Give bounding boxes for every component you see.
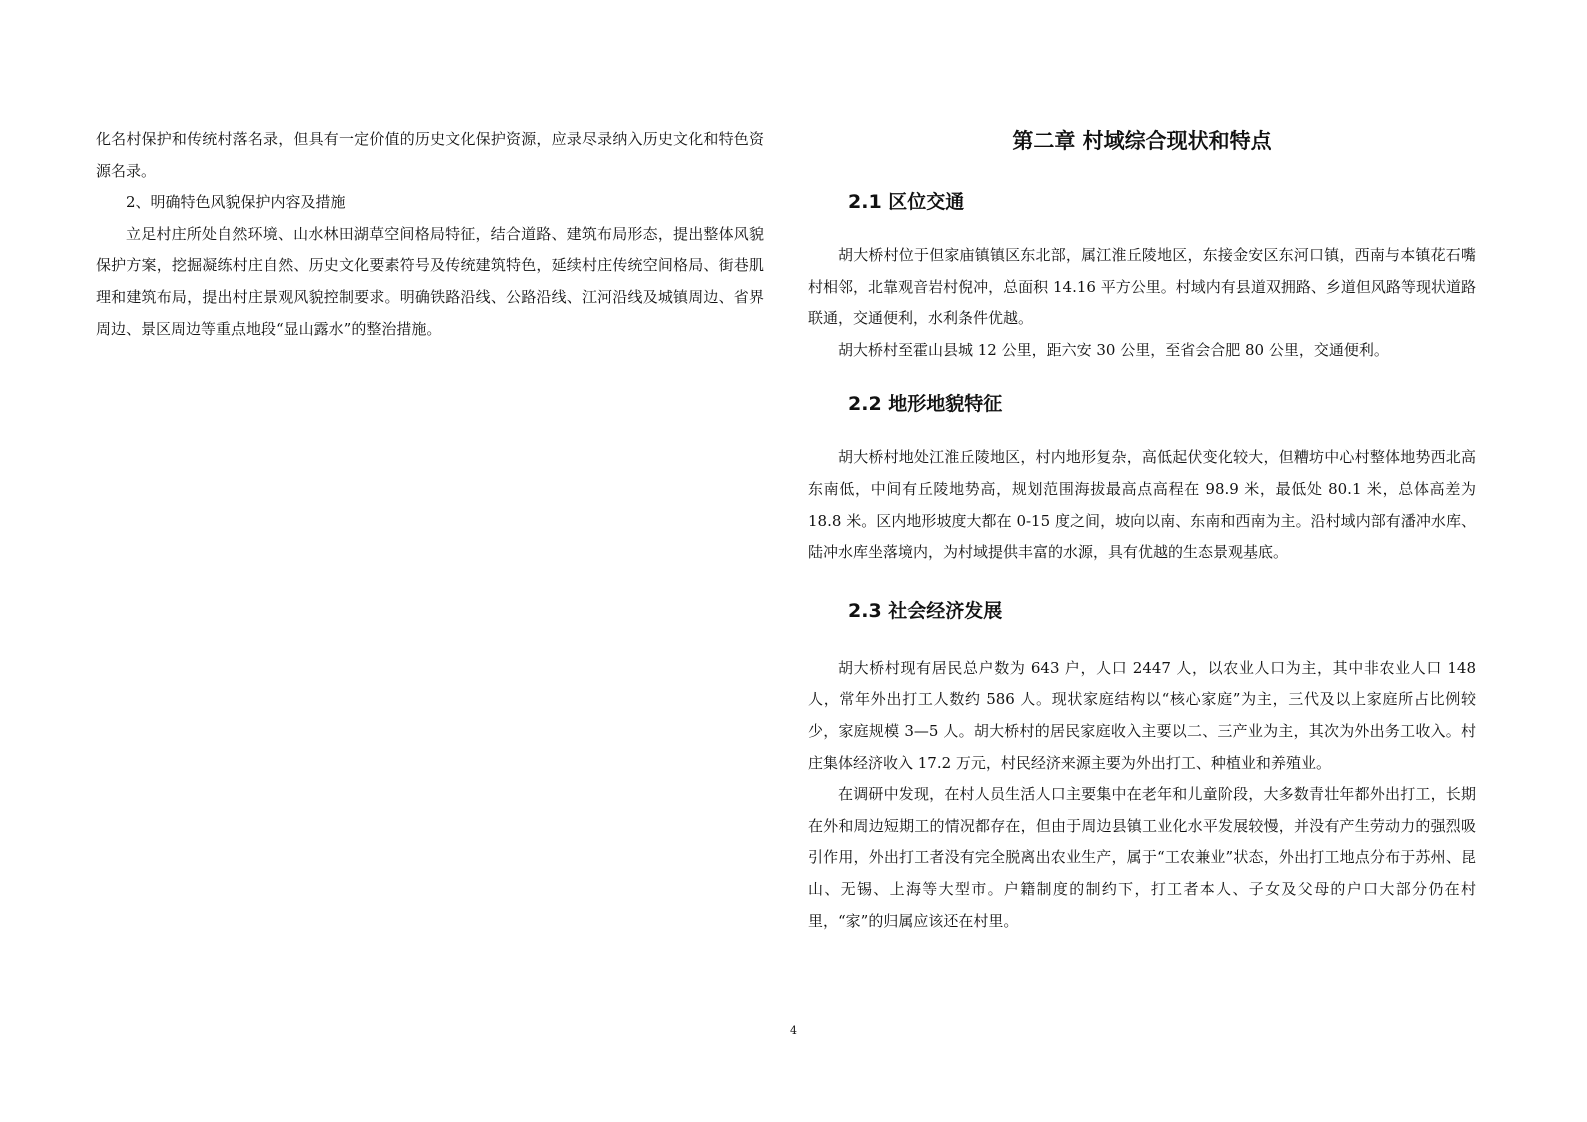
section-heading-terrain: 2.2 地形地貌特征 <box>848 393 1003 416</box>
page-number: 4 <box>790 1024 797 1037</box>
paragraph-survey-findings: 在调研中发现，在村人员生活人口主要集中在老年和儿童阶段，大多数青壮年都外出打工，长期在外和周边短期工的情况都存在，但由于周边县镇工业化水平发展较慢，并没有产生劳动力的强烈吸引作用，外出打工者没有完全脱离出农业生产，属于“工农兼业”状态，外出打工地点分布于苏州、昆山、无锡、上海等大型市。户籍制度的制约下，打工者本人、子女及父母的户口大部分仍在村里，“家”的归属应该还在村里。 <box>808 785 1476 930</box>
chapter-title: 第二章 村域综合现状和特点 <box>1012 129 1272 153</box>
paragraph-transport: 胡大桥村至霍山县城 12 公里，距六安 30 公里，至省会合肥 80 公里，交通便利。 <box>838 340 1389 359</box>
section-heading-location: 2.1 区位交通 <box>848 191 965 213</box>
paragraph-feature-protection: 立足村庄所处自然环境、山水林田湖草空间格局特征，结合道路、建筑布局形态，提出整体风貌保护方案，挖掘凝练村庄自然、历史文化要素符号及传统建筑特色，延续村庄传统空间格局、街巷肌理和建筑布局，提出村庄景观风貌控制要求。明确铁路沿线、公路沿线、江河沿线及城镇周边、省界周边、景区周边等重点地段“显山露水”的整治措施。 <box>96 224 764 338</box>
paragraph-location: 胡大桥村位于但家庙镇镇区东北部，属江淮丘陵地区，东接金安区东河口镇，西南与本镇花石嘴村相邻，北靠观音岩村倪冲，总面积 14.16 平方公里。村域内有县道双拥路、乡道但风路等现状道路联通，交通便利，水利条件优越。 <box>808 246 1476 328</box>
left-page-column <box>96 124 764 345</box>
paragraph-continued: 化名村保护和传统村落名录，但具有一定价值的历史文化保护资源，应录尽录纳入历史文化和特色资源名录。 <box>96 130 764 180</box>
section-heading-economy: 2.3 社会经济发展 <box>848 599 1003 622</box>
paragraph-terrain: 胡大桥村地处江淮丘陵地区，村内地形复杂，高低起伏变化较大，但糟坊中心村整体地势西北高东南低，中间有丘陵地势高，规划范围海拔最高点高程在 98.9 米，最低处 80.1 米，总体高差为 18.8 米。区内地形坡度大都在 0-15 度之间，坡向以南、东南和西南为主。沿村域内部有潘冲水库、陆冲水库坐落境内，为村域提供丰富的水源，具有优越的生态景观基底。 <box>808 448 1476 562</box>
paragraph-population: 胡大桥村现有居民总户数为 643 户，人口 2447 人，以农业人口为主，其中非农业人口 148 人，常年外出打工人数约 586 人。现状家庭结构以“核心家庭”为主，三代及以上家庭所占比例较少，家庭规模 3—5 人。胡大桥村的居民家庭收入主要以二、三产业为主，其次为外出务工收入。村庄集体经济收入 17.2 万元，村民经济来源主要为外出打工、种植业和养殖业。 <box>808 658 1476 772</box>
subheading-feature-protection: 2、明确特色风貌保护内容及措施 <box>126 193 346 212</box>
right-page-column <box>808 124 1476 937</box>
